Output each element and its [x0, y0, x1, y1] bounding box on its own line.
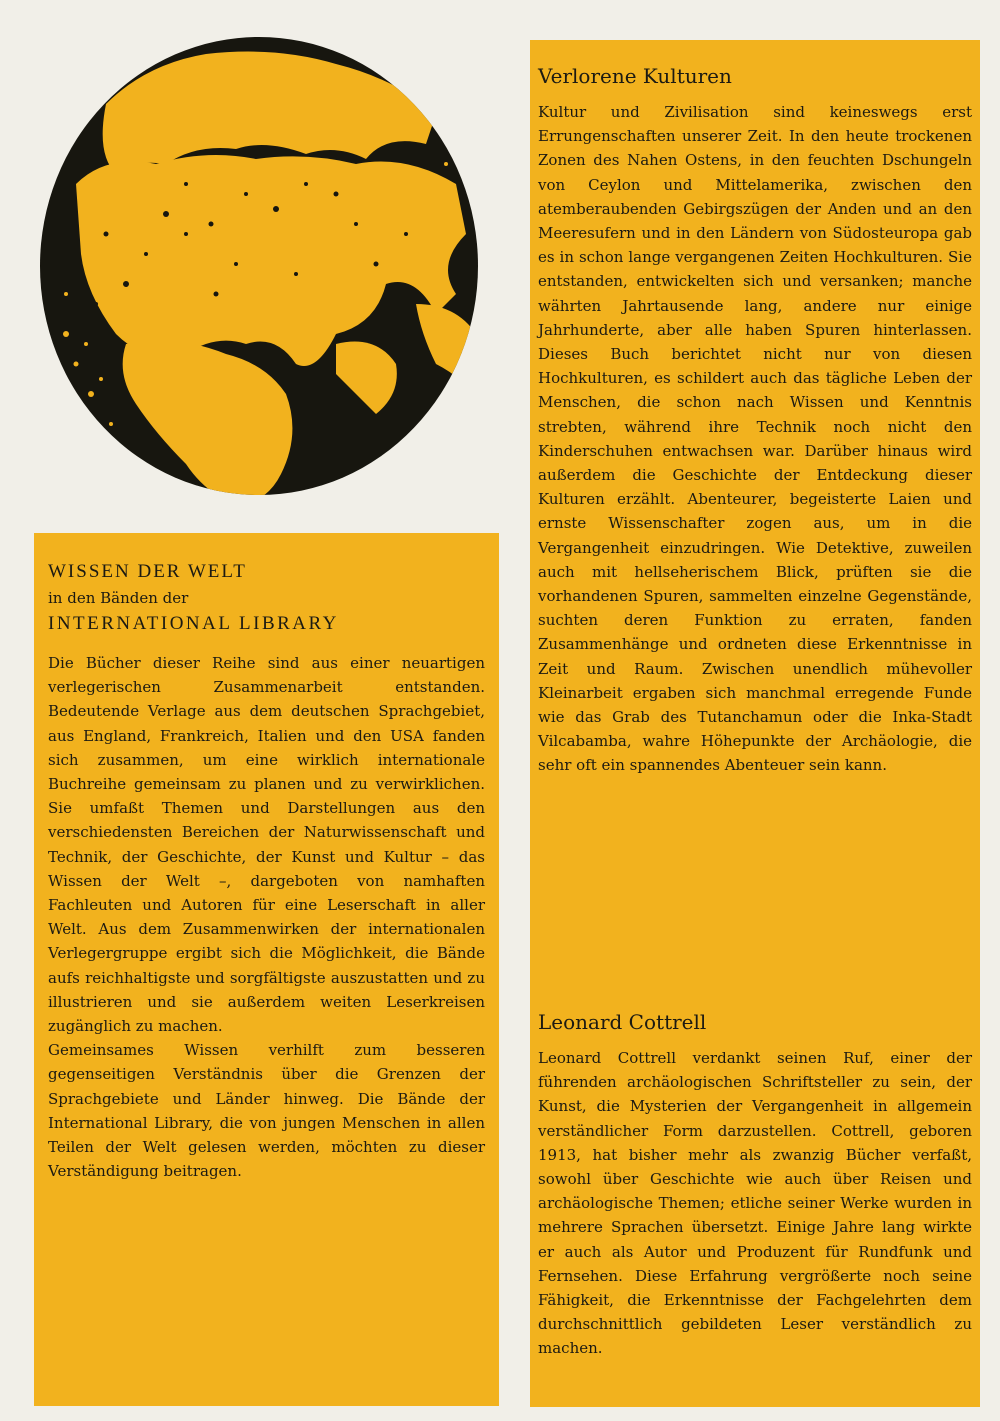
series-info-box — [34, 533, 499, 1406]
book-title: Verlorene Kulturen — [538, 64, 732, 88]
globe-icon — [36, 34, 482, 498]
series-paragraph-1: Die Bücher dieser Reihe sind aus einer neuartigen verlegerischen Zusammenarbeit entstanden. Bedeutende Verlage aus dem deutschen Sprachgebiet, aus England, Frankreich, Italien und den USA fanden sich zusammen, um eine wirklich internationale Buchreihe gemeinsam zu planen und zu verwirklichen. Sie umfaßt Themen und Darstellungen aus den verschiedensten Bereichen der Naturwissenschaft und Technik, der Geschichte, der Kunst und Kultur – das Wissen der Welt –, dargeboten von namhaften Fachleuten und Autoren für eine Leserschaft in aller Welt. Aus dem Zusammenwirken der internationalen Verlegergruppe ergibt sich die Möglichkeit, die Bände aufs reichhaltigste und sorgfältigste auszustatten und zu illustrieren und sie außerdem weiten Leserkreisen zugänglich zu machen. — [48, 654, 485, 1036]
series-subtitle: in den Bänden der — [48, 589, 189, 607]
book-info-box — [530, 40, 980, 1407]
library-name: INTERNATIONAL LIBRARY — [48, 613, 339, 634]
author-name: Leonard Cottrell — [538, 1010, 707, 1034]
book-description: Kultur und Zivilisation sind keineswegs erst Errungenschaften unserer Zeit. In den heute trockenen Zonen des Nahen Ostens, in den feuchten Dschungeln von Ceylon und Mittelamerika, zwischen den atemberaubenden Gebirgszügen der Anden und an den Meeresufern und in den Ländern von Südosteuropa gab es in schon lange vergangenen Zeiten Hochkulturen. Sie entstanden, entwickelten sich und versanken; manche währten Jahrtausende lang, andere nur einige Jahrhunderte, aber alle haben Spuren hinterlassen. Dieses Buch berichtet nicht nur von diesen Hochkulturen, es schildert auch das tägliche Leben der Menschen, die schon nach Wissen und Kenntnis strebten, während ihre Technik noch nicht den Kinderschuhen entwachsen war. Darüber hinaus wird außerdem die Geschichte der Entdeckung dieser Kulturen erzählt. Abenteurer, begeisterte Laien und ernste Wissenschafter zogen aus, um in die Vergangenheit einzudringen. Wie Detektive, zuweilen auch mit hellseherischem Blick, prüften sie die vorhandenen Spuren, sammelten einzelne Gegenstände, suchten deren Funktion zu erraten, fanden Zusammenhänge und ordneten diese Erkenntnisse in Zeit und Raum. Zwischen unendlich mühevoller Kleinarbeit ergaben sich manchmal erregende Funde wie das Grab des Tutanchamun oder die Inka-Stadt Vilcabamba, wahre Höhepunkte der Archäologie, die sehr oft ein spannendes Abenteuer sein kann. — [538, 103, 972, 775]
series-paragraph-2: Gemeinsames Wissen verhilft zum besseren gegenseitigen Verständnis über die Grenzen der Sprachgebiete und Länder hinweg. Die Bände der International Library, die von jungen Menschen in allen Teilen der Welt gelesen werden, möchten zu dieser Verständigung beitragen. — [48, 1041, 485, 1181]
author-section — [538, 1010, 972, 1361]
globe-illustration — [36, 34, 482, 498]
series-title: WISSEN DER WELT — [48, 561, 247, 582]
author-biography: Leonard Cottrell verdankt seinen Ruf, einer der führenden archäologischen Schriftsteller zu sein, der Kunst, die Mysterien der Vergangenheit in allgemein verständlicher Form darzustellen. Cottrell, geboren 1913, hat bisher mehr als zwanzig Bücher verfaßt, sowohl über Geschichte wie auch über Reisen und archäologische Themen; etliche seiner Werke wurden in mehrere Sprachen übersetzt. Einige Jahre lang wirkte er auch als Autor und Produzent für Rundfunk und Fernsehen. Diese Erfahrung vergrößerte noch seine Fähigkeit, die Erkenntnisse der Fachgelehrten dem durchschnittlich gebildeten Leser verständlich zu machen. — [538, 1049, 972, 1358]
